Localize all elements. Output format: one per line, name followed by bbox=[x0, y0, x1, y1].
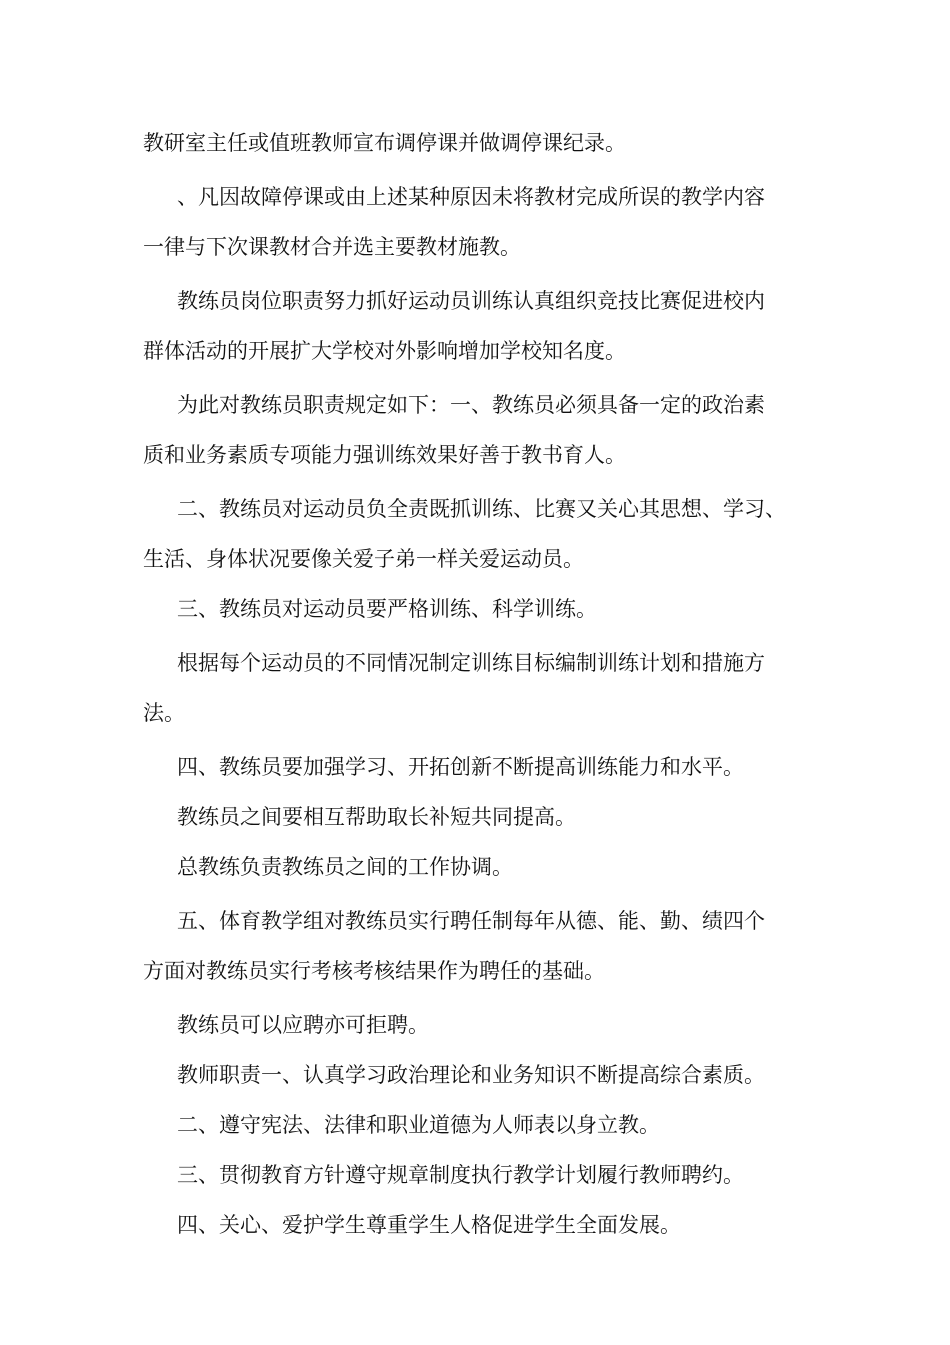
paragraph-line: 方面对教练员实行考核考核结果作为聘任的基础。 bbox=[143, 959, 605, 983]
paragraph-line: 根据每个运动员的不同情况制定训练目标编制训练计划和措施方 bbox=[177, 651, 765, 675]
paragraph-9 bbox=[143, 792, 783, 842]
paragraph-line: 教练员可以应聘亦可拒聘。 bbox=[177, 1013, 429, 1037]
paragraph-line: 四、教练员要加强学习、开拓创新不断提高训练能力和水平。 bbox=[177, 755, 744, 779]
paragraph-15 bbox=[143, 1150, 783, 1200]
paragraph-line: 一律与下次课教材合并选主要教材施教。 bbox=[143, 235, 521, 259]
paragraph-4 bbox=[143, 380, 783, 480]
paragraph-line: 二、遵守宪法、法律和职业道德为人师表以身立教。 bbox=[177, 1113, 660, 1137]
paragraph-line: 、凡因故障停课或由上述某种原因未将教材完成所误的教学内容 bbox=[177, 185, 765, 209]
paragraph-line: 法。 bbox=[143, 701, 185, 725]
paragraph-10 bbox=[143, 842, 783, 892]
document-body bbox=[143, 118, 786, 1250]
paragraph-13 bbox=[143, 1050, 783, 1100]
paragraph-1 bbox=[143, 118, 783, 168]
paragraph-line: 为此对教练员职责规定如下：一、教练员必须具备一定的政治素 bbox=[177, 393, 765, 417]
paragraph-6 bbox=[143, 584, 783, 634]
paragraph-line: 生活、身体状况要像关爱子弟一样关爱运动员。 bbox=[143, 547, 584, 571]
paragraph-line: 教练员之间要相互帮助取长补短共同提高。 bbox=[177, 805, 576, 829]
paragraph-line: 质和业务素质专项能力强训练效果好善于教书育人。 bbox=[143, 443, 626, 467]
paragraph-14 bbox=[143, 1100, 783, 1150]
paragraph-2 bbox=[143, 172, 783, 272]
paragraph-line: 总教练负责教练员之间的工作协调。 bbox=[177, 855, 513, 879]
paragraph-8 bbox=[143, 742, 783, 792]
paragraph-line: 三、教练员对运动员要严格训练、科学训练。 bbox=[177, 597, 597, 621]
paragraph-12 bbox=[143, 1000, 783, 1050]
paragraph-line: 四、关心、爱护学生尊重学生人格促进学生全面发展。 bbox=[177, 1213, 681, 1237]
paragraph-11 bbox=[143, 896, 783, 996]
paragraph-line: 教练员岗位职责努力抓好运动员训练认真组织竞技比赛促进校内 bbox=[177, 289, 765, 313]
paragraph-3 bbox=[143, 276, 783, 376]
paragraph-5 bbox=[143, 484, 786, 584]
paragraph-line: 五、体育教学组对教练员实行聘任制每年从德、能、勤、绩四个 bbox=[177, 909, 765, 933]
paragraph-16 bbox=[143, 1200, 783, 1250]
paragraph-line: 教师职责一、认真学习政治理论和业务知识不断提高综合素质。 bbox=[177, 1063, 765, 1087]
paragraph-7 bbox=[143, 638, 783, 738]
paragraph-line: 二、教练员对运动员负全责既抓训练、比赛又关心其思想、学习、 bbox=[177, 497, 786, 521]
paragraph-line: 群体活动的开展扩大学校对外影响增加学校知名度。 bbox=[143, 339, 626, 363]
paragraph-line: 教研室主任或值班教师宣布调停课并做调停课纪录。 bbox=[143, 131, 626, 155]
paragraph-line: 三、贯彻教育方针遵守规章制度执行教学计划履行教师聘约。 bbox=[177, 1163, 744, 1187]
